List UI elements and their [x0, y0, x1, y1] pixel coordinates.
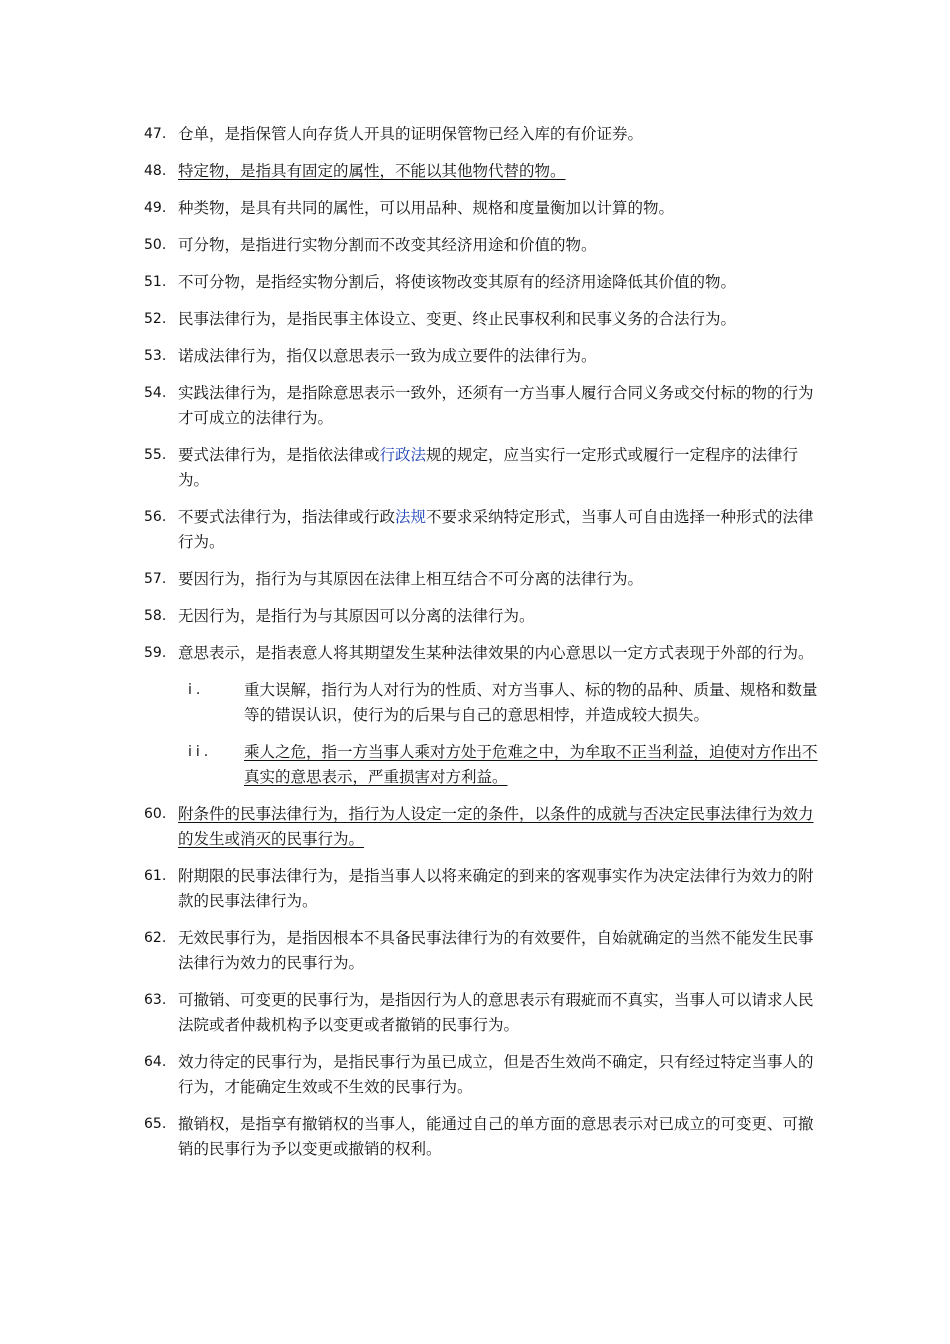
list-item-65 [140, 1112, 820, 1162]
sub-item-number: ii. [188, 744, 213, 760]
item-text: 可分物，是指进行实物分割而不改变其经济用途和价值的物。 [178, 236, 597, 254]
item-number: 48. [144, 163, 167, 179]
item-number: 47. [144, 126, 167, 142]
list-item-50 [140, 233, 820, 258]
item-number: 57. [144, 571, 167, 587]
sub-item-ii [140, 740, 820, 790]
item-text: 无因行为，是指行为与其原因可以分离的法律行为。 [178, 607, 535, 625]
item-text: 附条件的民事法律行为，指行为人设定一定的条件，以条件的成就与否决定民事法律行为效力的发生或消灭的民事行为。 [178, 805, 814, 848]
list-item-59 [140, 641, 820, 666]
item-text: 实践法律行为，是指除意思表示一致外，还须有一方当事人履行合同义务或交付标的物的行为才可成立的法律行为。 [178, 384, 814, 427]
item-number: 49. [144, 200, 167, 216]
item-number: 50. [144, 237, 167, 253]
item-number: 55. [144, 447, 167, 463]
sub-item-text: 乘人之危，指一方当事人乘对方处于危难之中，为牟取不正当利益，迫使对方作出不真实的意思表示，严重损害对方利益。 [244, 743, 818, 786]
definition-list [140, 122, 820, 1174]
item-text: 附期限的民事法律行为，是指当事人以将来确定的到来的客观事实作为决定法律行为效力的附款的民事法律行为。 [178, 867, 814, 910]
list-item-47 [140, 122, 820, 147]
list-item-57 [140, 567, 820, 592]
item-text: 可撤销、可变更的民事行为，是指因行为人的意思表示有瑕疵而不真实，当事人可以请求人民法院或者仲裁机构予以变更或者撤销的民事行为。 [178, 991, 814, 1034]
item-number: 58. [144, 608, 167, 624]
item-number: 52. [144, 311, 167, 327]
hyperlink-administrative-regulation[interactable]: 行政法 [379, 446, 427, 464]
item-number: 65. [144, 1116, 167, 1132]
item-text-post: 不要求采纳特定形式，当事人可自由选择一种形式的法律行为。 [178, 508, 814, 551]
list-item-61 [140, 864, 820, 914]
item-text-pre: 要式法律行为，是指依法律或 [178, 446, 380, 464]
item-text: 诺成法律行为，指仅以意思表示一致为成立要件的法律行为。 [178, 347, 597, 365]
item-text-pre: 不要式法律行为，指法律或行政 [178, 508, 396, 526]
item-text: 要因行为，指行为与其原因在法律上相互结合不可分离的法律行为。 [178, 570, 644, 588]
item-text: 无效民事行为，是指因根本不具备民事法律行为的有效要件，自始就确定的当然不能发生民事法律行为效力的民事行为。 [178, 929, 814, 972]
item-text: 种类物，是具有共同的属性，可以用品种、规格和度量衡加以计算的物。 [178, 199, 675, 217]
list-item-60 [140, 802, 820, 852]
item-text: 特定物，是指具有固定的属性，不能以其他物代替的物。 [178, 162, 566, 180]
item-text: 撤销权，是指享有撤销权的当事人，能通过自己的单方面的意思表示对已成立的可变更、可撤销的民事行为予以变更或撤销的权利。 [178, 1115, 814, 1158]
list-item-54 [140, 381, 820, 431]
item-text: 效力待定的民事行为，是指民事行为虽已成立，但是否生效尚不确定，只有经过特定当事人的行为，才能确定生效或不生效的民事行为。 [178, 1053, 814, 1096]
list-item-55 [140, 443, 820, 493]
list-item-58 [140, 604, 820, 629]
hyperlink-regulation[interactable]: 法规 [395, 508, 427, 526]
list-item-51 [140, 270, 820, 295]
item-text: 民事法律行为，是指民事主体设立、变更、终止民事权利和民事义务的合法行为。 [178, 310, 737, 328]
list-item-53 [140, 344, 820, 369]
item-number: 53. [144, 348, 167, 364]
list-item-63 [140, 988, 820, 1038]
item-number: 59. [144, 645, 167, 661]
sub-item-i [140, 678, 820, 728]
item-number: 63. [144, 992, 167, 1008]
list-item-52 [140, 307, 820, 332]
item-text: 仓单，是指保管人向存货人开具的证明保管物已经入库的有价证券。 [178, 125, 644, 143]
item-number: 60. [144, 806, 167, 822]
list-item-64 [140, 1050, 820, 1100]
list-item-48 [140, 159, 820, 184]
item-number: 56. [144, 509, 167, 525]
item-number: 62. [144, 930, 167, 946]
sub-item-text: 重大误解，指行为人对行为的性质、对方当事人、标的物的品种、质量、规格和数量等的错误认识，使行为的后果与自己的意思相悖，并造成较大损失。 [244, 681, 818, 724]
list-item-56 [140, 505, 820, 555]
item-number: 61. [144, 868, 167, 884]
list-item-49 [140, 196, 820, 221]
item-text: 意思表示，是指表意人将其期望发生某种法律效果的内心意思以一定方式表现于外部的行为。 [178, 644, 814, 662]
item-number: 54. [144, 385, 167, 401]
item-number: 51. [144, 274, 167, 290]
sub-item-number: i. [188, 682, 205, 698]
item-text: 不可分物，是指经实物分割后，将使该物改变其原有的经济用途降低其价值的物。 [178, 273, 737, 291]
list-item-62 [140, 926, 820, 976]
item-text-post: 规的规定，应当实行一定形式或履行一定程序的法律行为。 [178, 446, 799, 489]
item-number: 64. [144, 1054, 167, 1070]
